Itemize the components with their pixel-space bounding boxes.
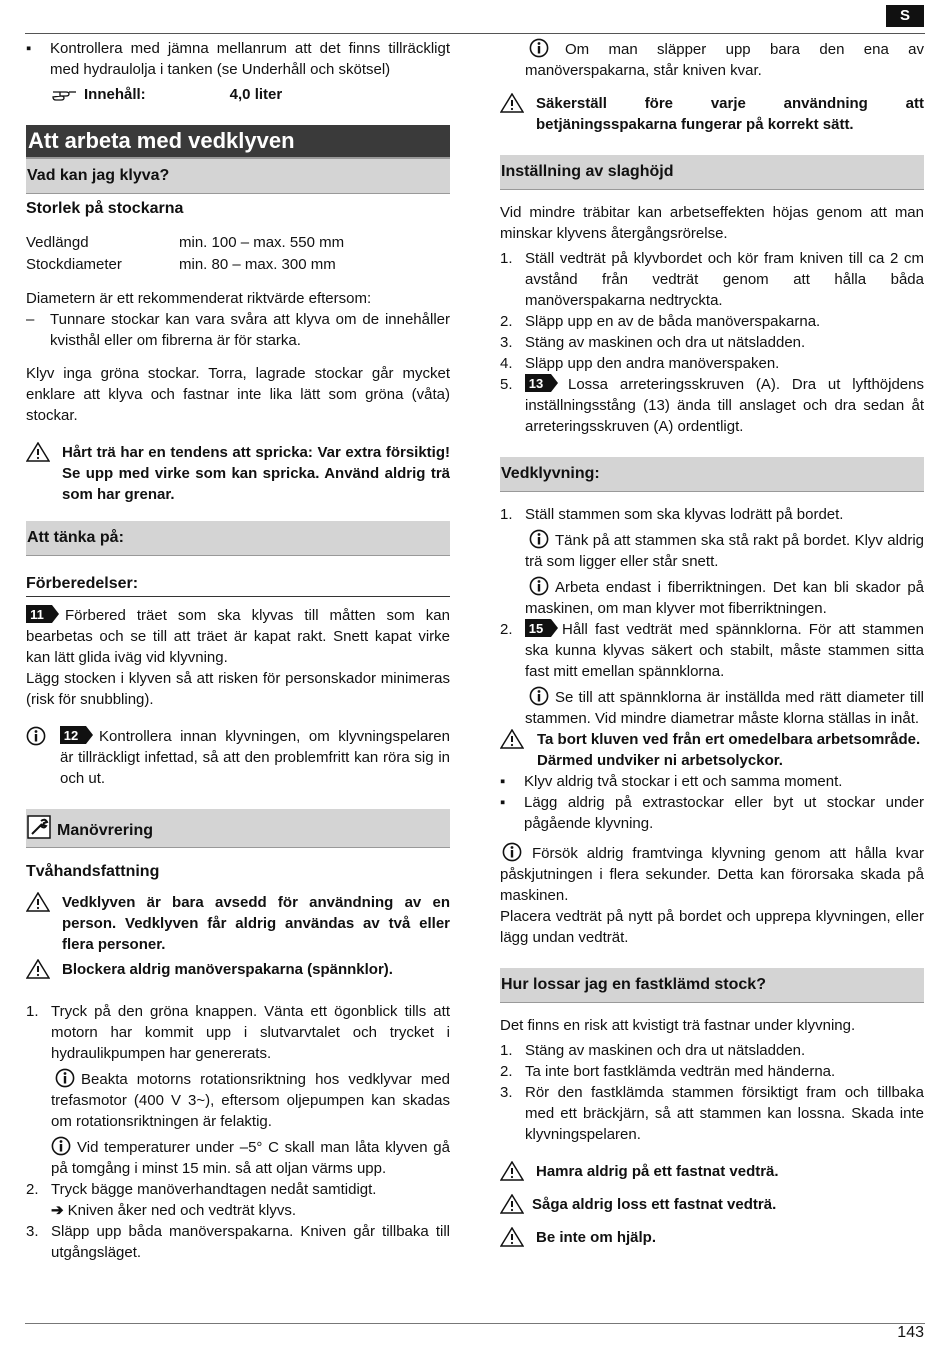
step-text-wrap xyxy=(525,374,924,437)
warning-text: Ta bort kluven ved från ert omedelbara arbetsområde. Därmed undviker ni arbetsolyckor. xyxy=(537,731,921,769)
spec-key: Stockdiameter xyxy=(26,256,122,273)
info-force xyxy=(500,842,924,906)
step-number: 1. xyxy=(500,506,513,523)
warning-text: Blockera aldrig manöverspakarna (spännklor). xyxy=(62,961,393,978)
dash-marker: – xyxy=(26,311,35,328)
figure-11-icon xyxy=(26,605,59,623)
warning-text: Säkerställ före varje användning att betjäningsspakarna fungerar på korrekt sätt. xyxy=(536,95,924,133)
step-item xyxy=(500,1040,924,1061)
warning-block xyxy=(26,959,450,985)
info-block xyxy=(26,726,450,789)
prep-text: Förbered träet som ska klyvas till måtten som kan bearbetas och se till att träet är kapat rakt. Snett kapat virke kan lätt glida iväg vid klyvning. xyxy=(26,607,450,666)
tool-icon xyxy=(27,815,51,839)
info-release xyxy=(500,38,924,81)
spec-value: min. 80 – max. 300 mm xyxy=(179,256,336,273)
step-number: 1. xyxy=(26,1003,39,1020)
step-item xyxy=(500,332,924,353)
warning-block xyxy=(500,729,924,771)
arrow-right-icon: ➔ xyxy=(51,1202,64,1219)
step-result xyxy=(26,1200,450,1221)
step-info-text: Arbeta endast i fiberriktningen. Det kan bli skador på maskinen, om man klyver mot fiberriktningen. xyxy=(525,579,924,617)
info-text: Kontrollera innan klyvningen, om klyvningspelaren är tillräckligt infettad, så att den problemfritt kan röra sig in och ut. xyxy=(60,728,450,787)
info-icon xyxy=(51,1136,71,1156)
bullet-item xyxy=(26,38,450,80)
warning-triangle-icon xyxy=(500,93,524,113)
warning-triangle-icon xyxy=(26,959,50,979)
twohand-heading: Tvåhandsfattning xyxy=(26,863,160,880)
warning-triangle-icon xyxy=(26,442,50,462)
warning-triangle-icon xyxy=(26,892,50,912)
warning-triangle-icon xyxy=(500,1194,524,1214)
prep-text-2: Lägg stocken i klyven så att risken för personskador minimeras (risk för snubbling). xyxy=(26,670,450,708)
step-text: Släpp upp den andra manöverspaken. xyxy=(525,355,780,372)
warning-block xyxy=(500,1227,924,1253)
warning-block xyxy=(26,442,450,505)
stuck-intro: Det finns en risk att kvistigt trä fastnar under klyvning. xyxy=(500,1017,856,1034)
figure-number: 11 xyxy=(30,607,44,622)
step-number: 3. xyxy=(26,1223,39,1240)
green-logs-text: Klyv inga gröna stockar. Torra, lagrade stockar går mycket enklare att klyva och fastnar inte lika lätt som gröna (våta) stockar. xyxy=(26,365,450,424)
warning-text: Hamra aldrig på ett fastnat vedträ. xyxy=(536,1163,779,1180)
step-item xyxy=(500,504,924,525)
step-item xyxy=(500,353,924,374)
spec-row xyxy=(26,232,450,254)
step-info xyxy=(26,1136,450,1179)
step-text: Tryck bägge manöverhandtagen nedåt samtidigt. xyxy=(51,1181,377,1198)
info-icon xyxy=(529,686,549,706)
step-text: Rör den fastklämda stammen försiktigt fram och tillbaka med ett bräckjärn, så att stammen kan lossna. Skada inte klyvningspelaren. xyxy=(525,1084,924,1143)
subsection-heading: Inställning av slaghöjd xyxy=(500,155,924,190)
step-item xyxy=(500,1061,924,1082)
diameter-note: Diametern är ett rekommenderat riktvärde eftersom: xyxy=(26,290,372,307)
left-column xyxy=(26,38,450,1263)
step-item xyxy=(26,1179,450,1200)
step-number: 5. xyxy=(500,376,513,393)
figure-12-icon xyxy=(60,726,93,744)
dash-text: Tunnare stockar kan vara svåra att klyva om de innehåller kvisthål eller om fibrerna är för starka. xyxy=(50,311,450,349)
step-item xyxy=(500,1082,924,1145)
spec-row xyxy=(26,254,450,276)
step-number: 2. xyxy=(26,1181,39,1198)
figure-number: 13 xyxy=(528,376,544,391)
subsection-heading: Vedklyvning: xyxy=(500,457,924,492)
operate-heading: Manövrering xyxy=(57,822,154,839)
prep-paragraph xyxy=(26,605,450,668)
spec-key: Vedlängd xyxy=(26,234,89,251)
top-rule xyxy=(25,33,925,34)
info-icon xyxy=(529,38,549,58)
pointing-hand-icon xyxy=(52,86,78,102)
bullet-text: Klyv aldrig två stockar i ett och samma moment. xyxy=(524,773,843,790)
figure-13-icon xyxy=(525,374,558,392)
warning-text: Hårt trä har en tendens att spricka: Var extra försiktig! Se upp med virke som kan spricka. Använd aldrig trä som har grenar. xyxy=(62,444,450,503)
content-label: Innehåll: xyxy=(84,86,146,103)
warning-triangle-icon xyxy=(500,1161,524,1181)
info-text-wrap xyxy=(60,726,450,789)
stroke-intro: Vid mindre träbitar kan arbetseffekten höjas genom att man minskar klyvens återgångsrörelse. xyxy=(500,204,924,242)
subsection-heading: Hur lossar jag en fastklämd stock? xyxy=(500,968,924,1003)
step-text: Lossa arreteringsskruven (A). Dra ut lyfthöjdens inställningsstång (13) ända till anslaget och dra sedan åt arreteringsskruven (A) ordentligt. xyxy=(525,376,924,435)
warning-block xyxy=(26,892,450,955)
bullet-text: Lägg aldrig på extrastockar eller byt ut stockar under pågående klyvning. xyxy=(524,794,924,832)
warning-text: Såga aldrig loss ett fastnat vedträ. xyxy=(532,1196,777,1213)
bullet-text: Kontrollera med jämna mellanrum att det finns tillräckligt med hydraulolja i tanken (se Underhåll och skötsel) xyxy=(50,40,450,78)
step-info-text: Beakta motorns rotationsriktning hos vedklyvar med trefasmotor (400 V 3~), eftersom oljepumpen kan skadas om rotationsriktningen är felaktig. xyxy=(51,1071,450,1130)
step-number: 1. xyxy=(500,250,513,267)
warning-block xyxy=(500,93,924,135)
step-info xyxy=(500,529,924,572)
step-result-text: Kniven åker ned och vedträt klyvs. xyxy=(67,1202,297,1219)
step-number: 3. xyxy=(500,334,513,351)
figure-number: 15 xyxy=(528,621,544,636)
step-number: 2. xyxy=(500,313,513,330)
bullet-marker: ▪ xyxy=(26,40,32,57)
bottom-rule xyxy=(25,1323,925,1324)
step-info xyxy=(26,1068,450,1132)
info-icon xyxy=(529,529,549,549)
bullet-item xyxy=(500,771,924,792)
step-info-text: Se till att spännklorna är inställda med rätt diameter till stammen. Vid mindre diametrar måste klorna ställas in inåt. xyxy=(525,689,924,727)
right-column xyxy=(500,38,924,1253)
step-number: 1. xyxy=(500,1042,513,1059)
figure-number: 12 xyxy=(63,728,79,743)
step-item xyxy=(500,619,924,682)
step-text: Släpp upp båda manöverspakarna. Kniven går tillbaka till utgångsläget. xyxy=(51,1223,450,1261)
info-icon xyxy=(55,1068,75,1088)
step-number: 2. xyxy=(500,1063,513,1080)
step-number: 2. xyxy=(500,621,513,638)
step-text: Släpp upp en av de båda manöverspakarna. xyxy=(525,313,821,330)
step-text: Tryck på den gröna knappen. Vänta ett ögonblick tills att motorn har kommit upp i slutvarvtalet och trycket i hydraulikpumpen har genererats. xyxy=(51,1003,450,1062)
content-row xyxy=(26,84,450,105)
bullet-marker: ▪ xyxy=(500,773,506,790)
spec-value: min. 100 – max. 550 mm xyxy=(179,234,345,251)
content-value: 4,0 liter xyxy=(229,86,283,103)
step-item xyxy=(26,1221,450,1263)
warning-triangle-icon xyxy=(500,1227,524,1247)
step-item xyxy=(500,311,924,332)
info-icon xyxy=(529,576,549,596)
warning-block xyxy=(500,1161,924,1187)
step-item xyxy=(500,374,924,437)
bullet-marker: ▪ xyxy=(500,794,506,811)
step-info-text: Vid temperaturer under –5° C skall man låta klyven gå på tomgång i minst 15 min. så att oljan värms upp. xyxy=(51,1139,450,1177)
step-text: Stäng av maskinen och dra ut nätsladden. xyxy=(525,334,806,351)
info-icon xyxy=(502,842,522,862)
step-item xyxy=(26,1001,450,1064)
figure-15-icon xyxy=(525,619,558,637)
step-text: Håll fast vedträt med spännklorna. För att stammen ska kunna klyvas säkert och stabilt, måste stammen sitta fast mitt emellan spännklorna. xyxy=(525,621,924,680)
dash-item xyxy=(26,309,450,351)
size-heading: Storlek på stockarna xyxy=(26,200,184,217)
replace-text: Placera vedträt på nytt på bordet och upprepa klyvningen, eller lägg undan vedträt. xyxy=(500,908,924,946)
bullet-item xyxy=(500,792,924,834)
warning-block xyxy=(500,1194,924,1220)
step-number: 4. xyxy=(500,355,513,372)
warning-text: Vedklyven är bara avsedd för användning av en person. Vedklyven får aldrig användas av två eller flera personer. xyxy=(62,894,450,953)
prep-heading: Förberedelser: xyxy=(26,572,450,597)
step-text: Ta inte bort fastklämda vedträn med händerna. xyxy=(525,1063,836,1080)
section-heading: Att arbeta med vedklyven xyxy=(26,125,450,159)
step-info xyxy=(500,686,924,729)
subsection-heading: Vad kan jag klyva? xyxy=(26,159,450,194)
info-icon xyxy=(26,726,46,746)
step-number: 3. xyxy=(500,1084,513,1101)
step-info xyxy=(500,576,924,619)
step-text: Stäng av maskinen och dra ut nätsladden. xyxy=(525,1042,806,1059)
step-text: Ställ stammen som ska klyvas lodrätt på bordet. xyxy=(525,506,844,523)
step-text: Ställ vedträt på klyvbordet och kör fram kniven till ca 2 cm avstånd från vedträt genom att hålla båda manöverspakarna nedtryckta. xyxy=(525,250,924,309)
info-text: Försök aldrig framtvinga klyvning genom att hålla kvar påskjutningen i flera sekunder. Detta kan förorsaka skada på maskinen. xyxy=(500,845,924,904)
subsection-heading: Att tänka på: xyxy=(26,521,450,556)
step-item xyxy=(500,248,924,311)
subsection-heading-operate xyxy=(26,809,450,848)
info-text: Om man släpper upp bara den ena av manöverspakarna, står kniven kvar. xyxy=(525,41,924,79)
warning-text: Be inte om hjälp. xyxy=(536,1229,657,1246)
language-badge: S xyxy=(886,5,924,27)
step-info-text: Tänk på att stammen ska stå rakt på bordet. Klyv aldrig trä som ligger eller står snett. xyxy=(525,532,924,570)
step-text-wrap xyxy=(525,619,924,682)
page-number: 143 xyxy=(897,1324,924,1341)
warning-triangle-icon xyxy=(500,729,524,749)
